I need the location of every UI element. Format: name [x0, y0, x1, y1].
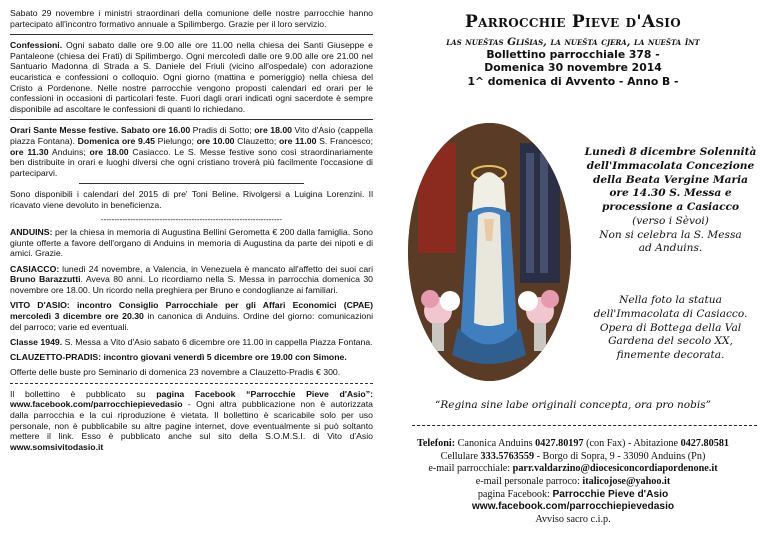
vito-paragraph: VITO D'ASIO: incontro Consiglio Parrocchiale per gli Affari Economici (CPAE) mercoledì 3 dicembre ore 20.30 in canonica di Anduins. Ordine del giorno: comunicazioni del parroco; varie ed eventuali. [10, 300, 373, 332]
parish-email-link[interactable]: parr.valdarzino@diocesiconcordiapordenone.it [512, 463, 718, 475]
liturgical-sunday: 1^ domenica di Avvento - Anno B - [467, 74, 679, 88]
header [385, 6, 761, 88]
facebook-url-link[interactable]: www.facebook.com/parrocchiepievedasio [471, 501, 675, 513]
bulletin-date: Domenica 30 novembre 2014 [484, 61, 662, 75]
divider [79, 183, 304, 184]
offerte-paragraph: Offerte delle buste pro Seminario di domenica 23 novembre a Clauzetto-Pradis € 300. [10, 367, 341, 378]
facebook-link[interactable]: pagina Facebook “Parrocchie Pieve d'Asio”: www.facebook.com/parrocchiepievedasio [10, 388, 373, 410]
facebook-line: pagina Facebook: Parrocchie Pieve d'Asio [477, 488, 669, 500]
calendari-paragraph: Sono disponibili i calendari del 2015 di pre' Toni Beline. Rivolgersi a Luigina Lorenzini. Il ricavato viene devoluto in beneficienza. [10, 189, 373, 211]
somsi-link[interactable]: www.somsivitodasio.it [10, 442, 104, 453]
classe-paragraph: Classe 1949. S. Messa a Vito d'Asio sabato 6 dicembre ore 11.00 in cappella Piazza Fontana. [10, 336, 373, 347]
anduins-paragraph: ANDUINS: per la chiesa in memoria di Augustina Bellini Gerometta € 200 dalla famiglia. Sono giunte offerte a favore dell'organo di Anduins in memoria di Augustina da parte dei nipoti e di amici. Grazie. [10, 227, 373, 259]
bulletin-number: Bollettino parrocchiale 378 - [486, 48, 660, 61]
email-line: e-mail parrocchiale: parr.valdarzino@diocesiconcordiapordenone.it [428, 463, 718, 475]
messe-paragraph: Orari Sante Messe festive. Sabato ore 16.00 Pradis di Sotto; ore 18.00 Vito d'Asio (cappella piazza Fontana). Domenica ore 9.45 Pielungo; ore 10.00 Clauzetto; ore 11.00 S. Francesco; ore 11.30 Anduins; ore 18.00 Casiacco. Le S. Messe festive sono così straordinariamente ben distribuite in orari e luoghi diversi che ogni cristiano troverà più facilmente l'occasione di parteciparvi. [10, 125, 373, 179]
statue-image [408, 123, 571, 381]
email-priest-line: e-mail personale parroco: italicojose@yahoo.it [475, 475, 671, 487]
dashed-separator: -------------------------------------------------------------------- [100, 215, 283, 225]
statue-photo [408, 123, 571, 381]
page-title: Parrocchie Pieve d'Asio [465, 12, 681, 32]
page-subtitle: las nueštas Glišias, la nuešta cjera, la nuešta înt [446, 36, 700, 48]
dashed-separator [412, 425, 757, 426]
intro-paragraph: Sabato 29 novembre i ministri straordinari della comunione delle nostre parrocchie hanno partecipato all'incontro formativo annuale a Spilimbergo. Grazie per il loro servizio. [10, 8, 373, 29]
clauzetto-paragraph: CLAUZETTO-PRADIS: incontro giovani venerdì 5 dicembre ore 19.00 con Simone. [10, 352, 347, 363]
avviso: Avviso sacro c.i.p. [535, 513, 611, 525]
confessioni-paragraph: Confessioni. Ogni sabato dalle ore 9.00 alle ore 11.00 nella chiesa dei Santi Giuseppe e Pantaleone (chiesa dei Frati) di Spilimbergo. Ogni mercoledì dalle ore 9.00 alle ore 21.00 nel Santuario Madonna di Strada a S. Daniele del Friuli (vicino all'ospedale) con adorazione eucaristica e confessioni o colloquio. Ogni giorno (mattina e pomeriggio) nella chiesa del Cristo a Pordenone. Nelle nostre parrocchie vengono proposti calendari ed orari per le confessioni in occasioni di particolari feste. Fuori dagli orari indicati ogni sacerdote è sempre disponibile ad ascoltare le confessioni di quanti lo richiedano. [10, 39, 373, 115]
bollettino-paragraph: Il bollettino è pubblicato su pagina Facebook “Parrocchie Pieve d'Asio”: www.facebook.com/parrocchiepievedasio - Ogni altra pubblicazione non è autorizzata dalla parrocchia e la cui riproduzione è vietata. Il bollettino è scaricabile solo per uso personale, non è pubblicabile su altre pagine internet, dove eventualmente si può soltanto mettere il link. Esso è pubblicato anche sul sito della S.O.M.S.I. di Vito d'Asio www.somsivitodasio.it [10, 388, 373, 453]
contacts-block [385, 438, 761, 526]
prayer-line: “Regina sine labe originali concepta, ora pro nobis” [435, 399, 711, 411]
divider [10, 34, 373, 35]
divider [10, 383, 373, 384]
left-column [10, 8, 373, 457]
cell-line: Cellulare 333.5763559 - Borgo di Sopra, 9 - 33090 Anduins (Pn) [440, 450, 706, 462]
priest-email-link[interactable]: italicojose@yahoo.it [582, 475, 671, 487]
divider [10, 119, 373, 120]
photo-caption: Nella foto la statua dell'Immacolata di Casiacco. Opera di Bottega della Val Gardena del secolo XX, finemente decorata. [593, 294, 748, 362]
feast-announcement: Lunedì 8 dicembre Solennità dell'Immacolata Concezione della Beata Vergine Maria ore 14.30 S. Messa e processione a Casiacco (verso i Sèvoi) Non si celebra la S. Messa ad Anduins. [584, 146, 757, 255]
phone-line: Telefoni: Canonica Anduins 0427.80197 (con Fax) - Abitazione 0427.80581 [416, 438, 729, 449]
casiacco-paragraph: CASIACCO: lunedì 24 novembre, a Valencia, in Venezuela è mancato all'affetto dei suoi cari Bruno Barazzutti. Aveva 80 anni. Lo ricordiamo nella S. Messa in parrocchia domenica 30 novembre ore 18.00. Un ricordo nella preghiera per Bruno e condoglianze ai familiari. [10, 263, 373, 296]
